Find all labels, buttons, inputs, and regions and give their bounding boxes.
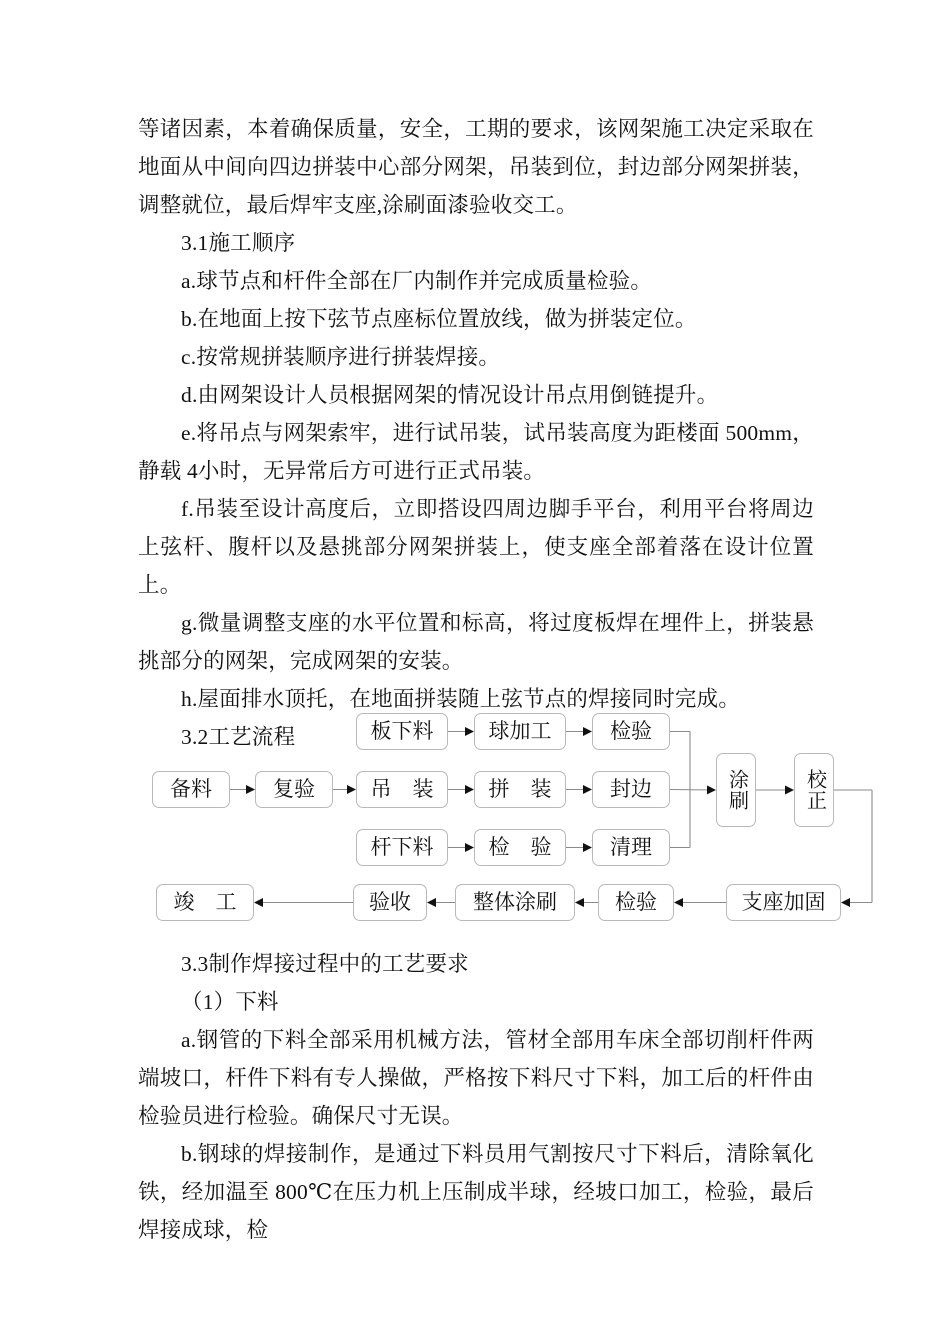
p-item-b: b.在地面上按下弦节点座标位置放线，做为拼装定位。: [181, 307, 697, 331]
n-diaozhuang: 吊 装: [356, 771, 448, 808]
p-item-h: h.屋面排水顶托，在地面拼装随上弦节点的焊接同时完成。: [181, 687, 741, 711]
n-qiujiagong: 球加工: [474, 713, 566, 750]
n-zhizuojg: 支座加固: [726, 884, 841, 921]
n-qingli: 清理: [592, 829, 670, 866]
n-beiliao: 备料: [152, 771, 230, 808]
n-jianyan-m: 检 验: [474, 829, 566, 866]
n-jianyan-b: 检验: [598, 884, 674, 921]
p-item-a2: a.钢管的下料全部采用机械方法，管材全部用车床全部切削杆件两端坡口，杆件下料有专人操做，严格按下料尺寸下料，加工后的杆件由检验员进行检验。确保尺寸无误。: [138, 1028, 814, 1128]
n-jianyan-t: 检验: [592, 713, 670, 750]
p-item-b2: b.钢球的焊接制作，是通过下料员用气割按尺寸下料后，清除氧化铁，经加温至 800℃在压力机上压制成半球，经坡口加工，检验，最后焊接成球，检: [138, 1142, 814, 1242]
p-item-f: f.吊装至设计高度后，立即搭设四周边脚手平台，利用平台将周边上弦杆、腹杆以及悬挑部分网架拼装上，使支座全部着落在设计位置上。: [138, 497, 814, 597]
n-ganxialiao: 杆下料: [356, 829, 448, 866]
n-fengbian: 封边: [592, 771, 670, 808]
n-banxialiao: 板下料: [356, 713, 448, 750]
n-fuyan: 复验: [255, 771, 333, 808]
body-text-lower: [138, 945, 814, 1249]
n-jungong: 竣 工: [156, 884, 254, 921]
n-tushua: 涂刷: [716, 753, 756, 827]
p-item-d: d.由网架设计人员根据网架的情况设计吊点用倒链提升。: [181, 383, 719, 407]
p-item-a: a.球节点和杆件全部在厂内制作并完成质量检验。: [181, 269, 653, 293]
process-flowchart: [0, 700, 950, 940]
p-item-e: e.将吊点与网架索牢，进行试吊装，试吊装高度为距楼面 500mm，静载 4小时，无异常后方可进行正式吊装。: [138, 421, 814, 483]
p-sub-1: （1）下料: [181, 990, 279, 1014]
body-text-upper: [138, 110, 814, 756]
p-intro: 等诸因素，本着确保质量，安全，工期的要求，该网架施工决定采取在地面从中间向四边拼装中心部分网架，吊装到位，封边部分网架拼装，调整就位，最后焊牢支座,涂刷面漆验收交工。: [138, 117, 814, 217]
p-item-c: c.按常规拼装顺序进行拼装焊接。: [181, 345, 501, 369]
n-jiaozheng: 校正: [794, 753, 834, 827]
p-item-g: g.微量调整支座的水平位置和标高，将过度板焊在埋件上，拼装悬挑部分的网架，完成网架的安装。: [138, 611, 814, 673]
n-yanshou: 验收: [353, 884, 427, 921]
n-zhengtitu: 整体涂刷: [455, 884, 575, 921]
p-3-3-heading: 3.3制作焊接过程中的工艺要求: [181, 952, 469, 976]
p-3-2-heading: 3.2工艺流程: [181, 725, 296, 749]
p-3-1-heading: 3.1施工顺序: [181, 231, 296, 255]
n-pinzhuang: 拼 装: [474, 771, 566, 808]
